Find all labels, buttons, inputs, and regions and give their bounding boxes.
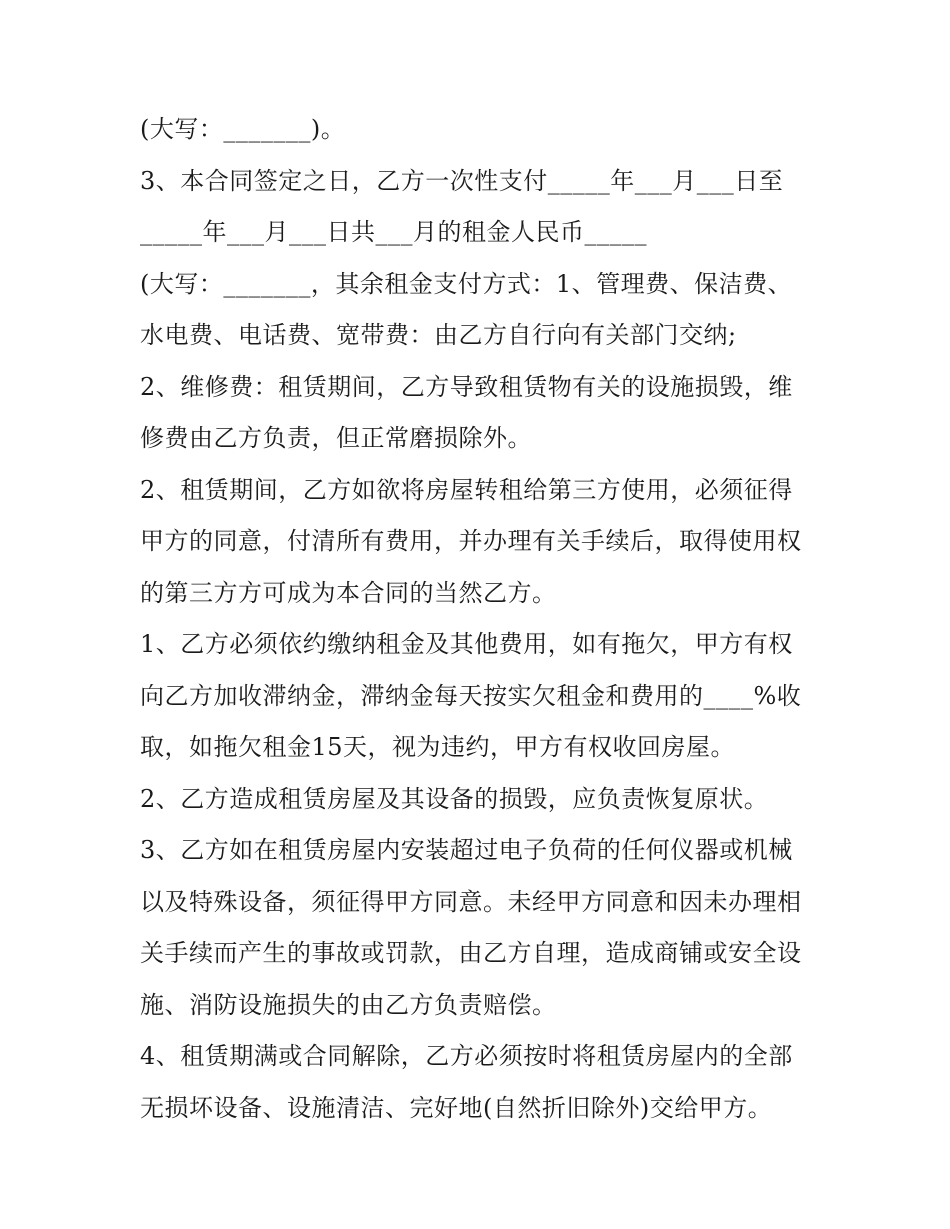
- text-line: 3、本合同签定之日，乙方一次性支付_____年___月___日至: [140, 166, 784, 195]
- text-line: 4、租赁期满或合同解除，乙方必须按时将租赁房屋内的全部: [140, 1042, 793, 1070]
- text-line: 的第三方方可成为本合同的当然乙方。: [140, 578, 557, 607]
- text-line: _____年___月___日共___月的租金人民币_____: [140, 218, 647, 246]
- text-line: 取，如拖欠租金15天，视为违约，甲方有权收回房屋。: [140, 733, 736, 761]
- text-line: 关手续而产生的事故或罚款，由乙方自理，造成商铺或安全设: [140, 939, 802, 967]
- text-line: 2、租赁期间，乙方如欲将房屋转租给第三方使用，必须征得: [140, 475, 793, 504]
- text-line: 2、乙方造成租赁房屋及其设备的损毁，应负责恢复原状。: [140, 784, 769, 813]
- text-line: 3、乙方如在租赁房屋内安装超过电子负荷的任何仪器或机械: [140, 836, 793, 864]
- text-line: 修费由乙方负责，但正常磨损除外。: [140, 424, 532, 452]
- text-line: 水电费、电话费、宽带费：由乙方自行向有关部门交纳;: [140, 321, 737, 349]
- text-line: 1、乙方必须依约缴纳租金及其他费用，如有拖欠，甲方有权: [140, 630, 793, 658]
- text-line: 向乙方加收滞纳金，滞纳金每天按实欠租金和费用的____%收: [140, 681, 802, 710]
- text-line: 2、维修费：租赁期间，乙方导致租赁物有关的设施损毁，维: [140, 372, 793, 401]
- text-line: 甲方的同意，付清所有费用，并办理有关手续后，取得使用权: [140, 527, 802, 555]
- text-line: 以及特殊设备，须征得甲方同意。未经甲方同意和因未办理相: [140, 887, 802, 916]
- text-line: 无损坏设备、设施清洁、完好地(自然折旧除外)交给甲方。: [140, 1093, 773, 1122]
- text-line: (大写：_______，其余租金支付方式：1、管理费、保洁费、: [140, 269, 793, 298]
- text-line: (大写：_______)。: [140, 115, 346, 143]
- text-line: 施、消防设施损失的由乙方负责赔偿。: [140, 990, 557, 1019]
- contract-text: [140, 104, 820, 1134]
